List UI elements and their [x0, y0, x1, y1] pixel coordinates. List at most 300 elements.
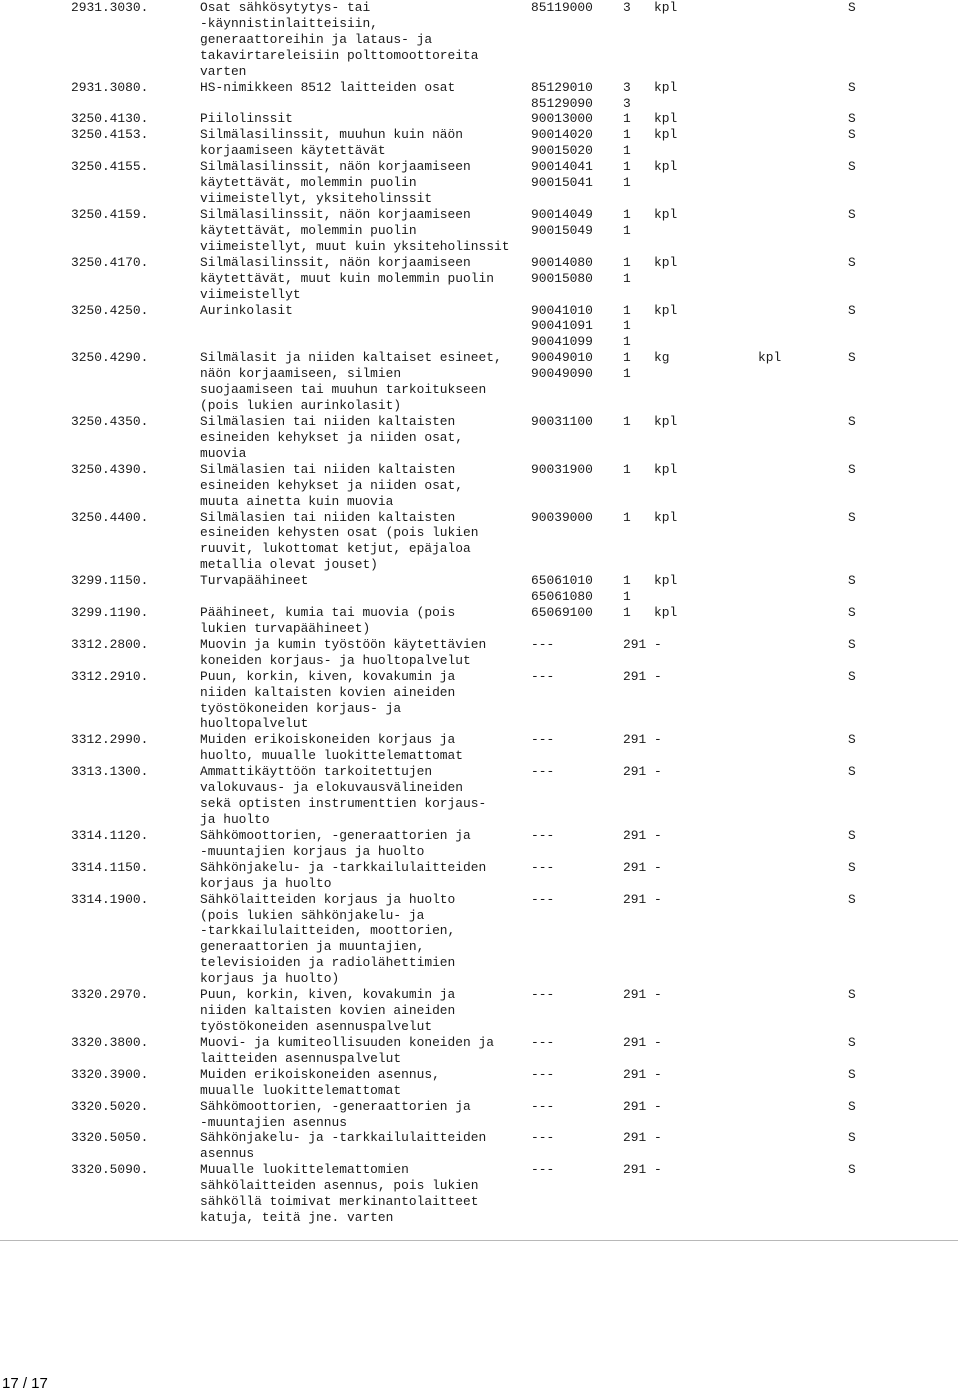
row-line	[0, 271, 960, 287]
unit-primary: -	[654, 1098, 662, 1114]
description-line: Silmälasien tai niiden kaltaisten	[200, 509, 456, 525]
cn-code: 90015020	[531, 143, 593, 159]
status-flag: S	[848, 1162, 856, 1178]
row-line	[0, 414, 960, 430]
cn-code: 90013000	[531, 111, 593, 127]
row-line	[0, 987, 960, 1003]
unit-code: 3	[623, 79, 631, 95]
cn-code: ---	[531, 859, 555, 875]
description-line: Silmälasilinssit, muuhun kuin näön	[200, 127, 464, 143]
table-row	[0, 1162, 960, 1226]
status-flag: S	[848, 302, 856, 318]
prodcom-code: 3299.1150.	[71, 573, 149, 589]
description-line: huolto, muualle luokittelemattomat	[200, 748, 464, 764]
status-flag: S	[848, 987, 856, 1003]
unit-code: 3	[623, 0, 631, 15]
description-line: Sähkömoottorien, -generaattorien ja	[200, 1098, 471, 1114]
table-row	[0, 573, 960, 605]
table-row	[0, 764, 960, 828]
table-row	[0, 637, 960, 669]
description-line: Silmälasien tai niiden kaltaisten	[200, 461, 456, 477]
description-line: sähköllä toimivat merkinantolaitteet	[200, 1194, 479, 1210]
prodcom-code: 3250.4153.	[71, 127, 149, 143]
status-flag: S	[848, 605, 856, 621]
row-line	[0, 1099, 960, 1115]
unit-code: 1	[623, 254, 631, 270]
unit-secondary: kpl	[758, 350, 782, 366]
status-flag: S	[848, 827, 856, 843]
row-line	[0, 1115, 960, 1131]
prodcom-code: 3250.4250.	[71, 302, 149, 318]
description-line: Silmälasilinssit, näön korjaamiseen	[200, 206, 471, 222]
row-line	[0, 541, 960, 557]
description-line: korjaus ja huolto)	[200, 971, 340, 987]
unit-primary: kpl	[654, 573, 678, 589]
row-line	[0, 923, 960, 939]
unit-primary: kpl	[654, 206, 678, 222]
table-row	[0, 414, 960, 462]
prodcom-code: 3314.1120.	[71, 827, 149, 843]
unit-code: 291	[623, 827, 647, 843]
description-line: Päähineet, kumia tai muovia (pois	[200, 605, 456, 621]
unit-code: 1	[623, 605, 631, 621]
unit-primary: kpl	[654, 79, 678, 95]
description-line: Osat sähkösytytys- tai	[200, 0, 371, 15]
row-line	[0, 1210, 960, 1226]
row-line	[0, 876, 960, 892]
prodcom-code: 3250.4155.	[71, 159, 149, 175]
description-line: Aurinkolasit	[200, 302, 293, 318]
prodcom-code: 2931.3030.	[71, 0, 149, 15]
status-flag: S	[848, 573, 856, 589]
description-line: Muiden erikoiskoneiden korjaus ja	[200, 732, 456, 748]
description-line: Puun, korkin, kiven, kovakumin ja	[200, 987, 456, 1003]
status-flag: S	[848, 350, 856, 366]
cn-code: 85129090	[531, 95, 593, 111]
status-flag: S	[848, 764, 856, 780]
row-line	[0, 478, 960, 494]
table-row	[0, 1099, 960, 1131]
row-line	[0, 828, 960, 844]
cn-code: ---	[531, 987, 555, 1003]
description-line: Muiden erikoiskoneiden asennus,	[200, 1066, 440, 1082]
cn-code: 90015080	[531, 270, 593, 286]
row-line	[0, 1146, 960, 1162]
status-flag: S	[848, 413, 856, 429]
row-line	[0, 701, 960, 717]
status-flag: S	[848, 111, 856, 127]
status-flag: S	[848, 79, 856, 95]
status-flag: S	[848, 1034, 856, 1050]
unit-primary: kpl	[654, 159, 678, 175]
description-line: laitteiden asennuspalvelut	[200, 1050, 402, 1066]
row-line	[0, 1003, 960, 1019]
description-line: metallia olevat jouset)	[200, 557, 378, 573]
unit-code: 291	[623, 1034, 647, 1050]
unit-code: 291	[623, 859, 647, 875]
unit-primary: -	[654, 1066, 662, 1082]
prodcom-code: 3250.4130.	[71, 111, 149, 127]
table-row	[0, 207, 960, 255]
row-line	[0, 589, 960, 605]
description-line: työstökoneiden korjaus- ja	[200, 700, 402, 716]
row-line	[0, 334, 960, 350]
cn-code: 90031100	[531, 413, 593, 429]
description-line: näön korjaamiseen, silmien	[200, 366, 402, 382]
unit-code: 291	[623, 891, 647, 907]
cn-code: 90014049	[531, 206, 593, 222]
row-line	[0, 96, 960, 112]
description-line: Sähkölaitteiden korjaus ja huolto	[200, 891, 456, 907]
table-row	[0, 732, 960, 764]
description-line: -tarkkailulaitteiden, moottorien,	[200, 923, 456, 939]
cn-code: ---	[531, 1162, 555, 1178]
description-line: viimeistellyt, yksiteholinssit	[200, 191, 433, 207]
description-line: Silmälasit ja niiden kaltaiset esineet,	[200, 350, 502, 366]
row-line	[0, 1162, 960, 1178]
row-line	[0, 382, 960, 398]
description-line: Sähkönjakelu- ja -tarkkailulaitteiden	[200, 1130, 487, 1146]
description-line: varten	[200, 63, 247, 79]
unit-code: 1	[623, 509, 631, 525]
row-line	[0, 494, 960, 510]
row-line	[0, 573, 960, 589]
table-row	[0, 80, 960, 112]
description-line: viimeistellyt	[200, 286, 301, 302]
description-line: muuta ainetta kuin muovia	[200, 493, 394, 509]
table-row	[0, 892, 960, 988]
row-line	[0, 844, 960, 860]
unit-primary: -	[654, 987, 662, 1003]
row-line	[0, 732, 960, 748]
row-line	[0, 239, 960, 255]
unit-code: 1	[623, 159, 631, 175]
row-line	[0, 1130, 960, 1146]
description-line: suojaamiseen tai muuhun tarkoitukseen	[200, 382, 487, 398]
description-line: korjaamiseen käytettävät	[200, 143, 386, 159]
prodcom-code: 2931.3080.	[71, 79, 149, 95]
status-flag: S	[848, 509, 856, 525]
unit-primary: -	[654, 732, 662, 748]
description-line: esineiden kehykset ja niiden osat,	[200, 429, 464, 445]
description-line: Silmälasilinssit, näön korjaamiseen	[200, 159, 471, 175]
unit-code: 3	[623, 95, 631, 111]
cn-code: 90031900	[531, 461, 593, 477]
unit-primary: -	[654, 827, 662, 843]
row-line	[0, 127, 960, 143]
prodcom-code: 3320.5090.	[71, 1162, 149, 1178]
row-line	[0, 764, 960, 780]
description-line: niiden kaltaisten kovien aineiden	[200, 684, 456, 700]
description-line: -käynnistinlaitteisiin,	[200, 15, 378, 31]
cn-code: 90039000	[531, 509, 593, 525]
status-flag: S	[848, 1066, 856, 1082]
unit-code: 291	[623, 636, 647, 652]
table-row	[0, 1130, 960, 1162]
row-line	[0, 796, 960, 812]
cn-code: ---	[531, 1066, 555, 1082]
unit-primary: kpl	[654, 127, 678, 143]
row-line	[0, 32, 960, 48]
row-line	[0, 366, 960, 382]
description-line: Muovin ja kumin työstöön käytettävien	[200, 636, 487, 652]
unit-code: 291	[623, 732, 647, 748]
cn-code: ---	[531, 732, 555, 748]
description-line: Muovi- ja kumiteollisuuden koneiden ja	[200, 1034, 494, 1050]
cn-code: 90049090	[531, 366, 593, 382]
cn-code: 85129010	[531, 79, 593, 95]
description-line: (pois lukien sähkönjakelu- ja	[200, 907, 425, 923]
cn-code: ---	[531, 764, 555, 780]
row-line	[0, 892, 960, 908]
table-row	[0, 462, 960, 510]
description-line: muovia	[200, 445, 247, 461]
description-line: -muuntajien korjaus ja huolto	[200, 843, 425, 859]
unit-code: 1	[623, 318, 631, 334]
prodcom-code: 3312.2990.	[71, 732, 149, 748]
row-line	[0, 1178, 960, 1194]
unit-code: 1	[623, 366, 631, 382]
prodcom-code: 3320.5020.	[71, 1098, 149, 1114]
description-line: valokuvaus- ja elokuvausvälineiden	[200, 780, 464, 796]
table-row	[0, 0, 960, 80]
unit-primary: kpl	[654, 461, 678, 477]
cn-code: 90015049	[531, 222, 593, 238]
description-line: Ammattikäyttöön tarkoitettujen	[200, 764, 433, 780]
row-line	[0, 159, 960, 175]
description-line: HS-nimikkeen 8512 laitteiden osat	[200, 79, 456, 95]
description-line: takavirtareleisiin polttomoottoreita	[200, 47, 479, 63]
description-line: korjaus ja huolto	[200, 875, 332, 891]
description-line: -muuntajien asennus	[200, 1114, 347, 1130]
row-line	[0, 223, 960, 239]
unit-code: 1	[623, 222, 631, 238]
row-line	[0, 64, 960, 80]
description-line: ruuvit, lukottomat ketjut, epäjaloa	[200, 541, 471, 557]
status-flag: S	[848, 159, 856, 175]
unit-primary: -	[654, 859, 662, 875]
unit-primary: kpl	[654, 605, 678, 621]
row-line	[0, 16, 960, 32]
cn-code: ---	[531, 668, 555, 684]
row-line	[0, 255, 960, 271]
row-line	[0, 1019, 960, 1035]
page-number: 17 / 17	[2, 1375, 48, 1392]
row-line	[0, 510, 960, 526]
cn-code: ---	[531, 891, 555, 907]
cn-code: 90014020	[531, 127, 593, 143]
description-line: viimeistellyt, muut kuin yksiteholinssit	[200, 238, 510, 254]
row-line	[0, 143, 960, 159]
description-line: sähkölaitteiden asennus, pois lukien	[200, 1178, 479, 1194]
status-flag: S	[848, 461, 856, 477]
status-flag: S	[848, 636, 856, 652]
row-line	[0, 939, 960, 955]
description-line: työstökoneiden asennuspalvelut	[200, 1019, 433, 1034]
prodcom-code: 3250.4290.	[71, 350, 149, 366]
unit-code: 1	[623, 270, 631, 286]
table-row	[0, 860, 960, 892]
table-row	[0, 111, 960, 127]
description-line: esineiden kehykset ja niiden osat,	[200, 477, 464, 493]
row-line	[0, 80, 960, 96]
unit-primary: kpl	[654, 0, 678, 15]
row-line	[0, 860, 960, 876]
table-row	[0, 669, 960, 733]
status-flag: S	[848, 127, 856, 143]
row-line	[0, 48, 960, 64]
description-line: generaattorien ja muuntajien,	[200, 939, 425, 955]
prodcom-code: 3320.2970.	[71, 987, 149, 1003]
cn-code: ---	[531, 1098, 555, 1114]
unit-primary: kpl	[654, 413, 678, 429]
table-row	[0, 255, 960, 303]
description-line: Puun, korkin, kiven, kovakumin ja	[200, 668, 456, 684]
row-line	[0, 685, 960, 701]
status-flag: S	[848, 668, 856, 684]
table-row	[0, 987, 960, 1035]
description-line: esineiden kehysten osat (pois lukien	[200, 525, 479, 541]
unit-code: 1	[623, 302, 631, 318]
description-line: Silmälasien tai niiden kaltaisten	[200, 413, 456, 429]
bottom-rule	[0, 1240, 958, 1241]
description-line: Silmälasilinssit, näön korjaamiseen	[200, 254, 471, 270]
cn-code: 90015041	[531, 175, 593, 191]
row-line	[0, 462, 960, 478]
unit-primary: -	[654, 891, 662, 907]
row-line	[0, 955, 960, 971]
cn-code: ---	[531, 1130, 555, 1146]
table-row	[0, 510, 960, 574]
description-line: ja huolto	[200, 812, 270, 828]
description-line: käytettävät, molemmin puolin	[200, 175, 417, 191]
unit-code: 1	[623, 350, 631, 366]
unit-primary: kpl	[654, 111, 678, 127]
row-line	[0, 716, 960, 732]
description-line: Sähkömoottorien, -generaattorien ja	[200, 827, 471, 843]
cn-code: ---	[531, 827, 555, 843]
prodcom-code: 3320.3900.	[71, 1066, 149, 1082]
unit-primary: kpl	[654, 254, 678, 270]
description-line: asennus	[200, 1146, 255, 1162]
unit-code: 291	[623, 987, 647, 1003]
unit-code: 1	[623, 413, 631, 429]
row-line	[0, 350, 960, 366]
description-line: Sähkönjakelu- ja -tarkkailulaitteiden	[200, 859, 487, 875]
table-row	[0, 1067, 960, 1099]
prodcom-code: 3299.1190.	[71, 605, 149, 621]
unit-primary: -	[654, 1034, 662, 1050]
row-line	[0, 557, 960, 573]
status-flag: S	[848, 206, 856, 222]
cn-code: 65061080	[531, 589, 593, 605]
prodcom-code: 3320.5050.	[71, 1130, 149, 1146]
row-line	[0, 1035, 960, 1051]
unit-code: 1	[623, 334, 631, 350]
row-line	[0, 430, 960, 446]
cn-code: 90041099	[531, 334, 593, 350]
row-line	[0, 669, 960, 685]
prodcom-code: 3312.2800.	[71, 636, 149, 652]
row-line	[0, 175, 960, 191]
description-line: koneiden korjaus- ja huoltopalvelut	[200, 652, 471, 668]
row-line	[0, 621, 960, 637]
row-line	[0, 318, 960, 334]
table-row	[0, 1035, 960, 1067]
unit-code: 1	[623, 589, 631, 605]
table-row	[0, 159, 960, 207]
status-flag: S	[848, 0, 856, 15]
status-flag: S	[848, 1130, 856, 1146]
table-row	[0, 350, 960, 414]
row-line	[0, 748, 960, 764]
unit-code: 1	[623, 206, 631, 222]
unit-code: 291	[623, 1130, 647, 1146]
description-line: käytettävät, molemmin puolin	[200, 222, 417, 238]
unit-code: 1	[623, 461, 631, 477]
status-flag: S	[848, 1098, 856, 1114]
description-line: katuja, teitä jne. varten	[200, 1210, 394, 1226]
table-row	[0, 303, 960, 351]
description-line: käytettävät, muut kuin molemmin puolin	[200, 270, 494, 286]
row-line	[0, 812, 960, 828]
unit-code: 291	[623, 764, 647, 780]
cn-code: 90041010	[531, 302, 593, 318]
unit-primary: -	[654, 764, 662, 780]
prodcom-code: 3250.4390.	[71, 461, 149, 477]
unit-code: 1	[623, 143, 631, 159]
unit-code: 1	[623, 175, 631, 191]
description-line: Turvapäähineet	[200, 573, 309, 589]
description-line: Piilolinssit	[200, 111, 293, 127]
description-line: sekä optisten instrumenttien korjaus-	[200, 796, 487, 812]
description-line: muualle luokittelemattomat	[200, 1082, 402, 1098]
prodcom-code: 3250.4170.	[71, 254, 149, 270]
unit-primary: kg	[654, 350, 670, 366]
row-line	[0, 207, 960, 223]
row-line	[0, 780, 960, 796]
description-line: generaattoreihin ja lataus- ja	[200, 31, 433, 47]
row-line	[0, 1194, 960, 1210]
cn-code: 90049010	[531, 350, 593, 366]
description-line: huoltopalvelut	[200, 716, 309, 732]
cn-code: ---	[531, 1034, 555, 1050]
row-line	[0, 908, 960, 924]
status-flag: S	[848, 891, 856, 907]
unit-primary: kpl	[654, 509, 678, 525]
description-line: lukien turvapäähineet)	[200, 620, 371, 636]
prodcom-code: 3250.4400.	[71, 509, 149, 525]
row-line	[0, 653, 960, 669]
description-line: (pois lukien aurinkolasit)	[200, 398, 402, 414]
prodcom-code: 3250.4350.	[71, 413, 149, 429]
unit-code: 291	[623, 1098, 647, 1114]
row-line	[0, 1051, 960, 1067]
status-flag: S	[848, 732, 856, 748]
table-row	[0, 605, 960, 637]
row-line	[0, 398, 960, 414]
description-line: televisioiden ja radiolähettimien	[200, 955, 456, 971]
row-line	[0, 637, 960, 653]
unit-code: 1	[623, 127, 631, 143]
cn-code: 85119000	[531, 0, 593, 15]
prodcom-code: 3250.4159.	[71, 206, 149, 222]
description-line: niiden kaltaisten kovien aineiden	[200, 1003, 456, 1019]
table-row	[0, 828, 960, 860]
status-flag: S	[848, 859, 856, 875]
row-line	[0, 605, 960, 621]
unit-code: 291	[623, 1162, 647, 1178]
